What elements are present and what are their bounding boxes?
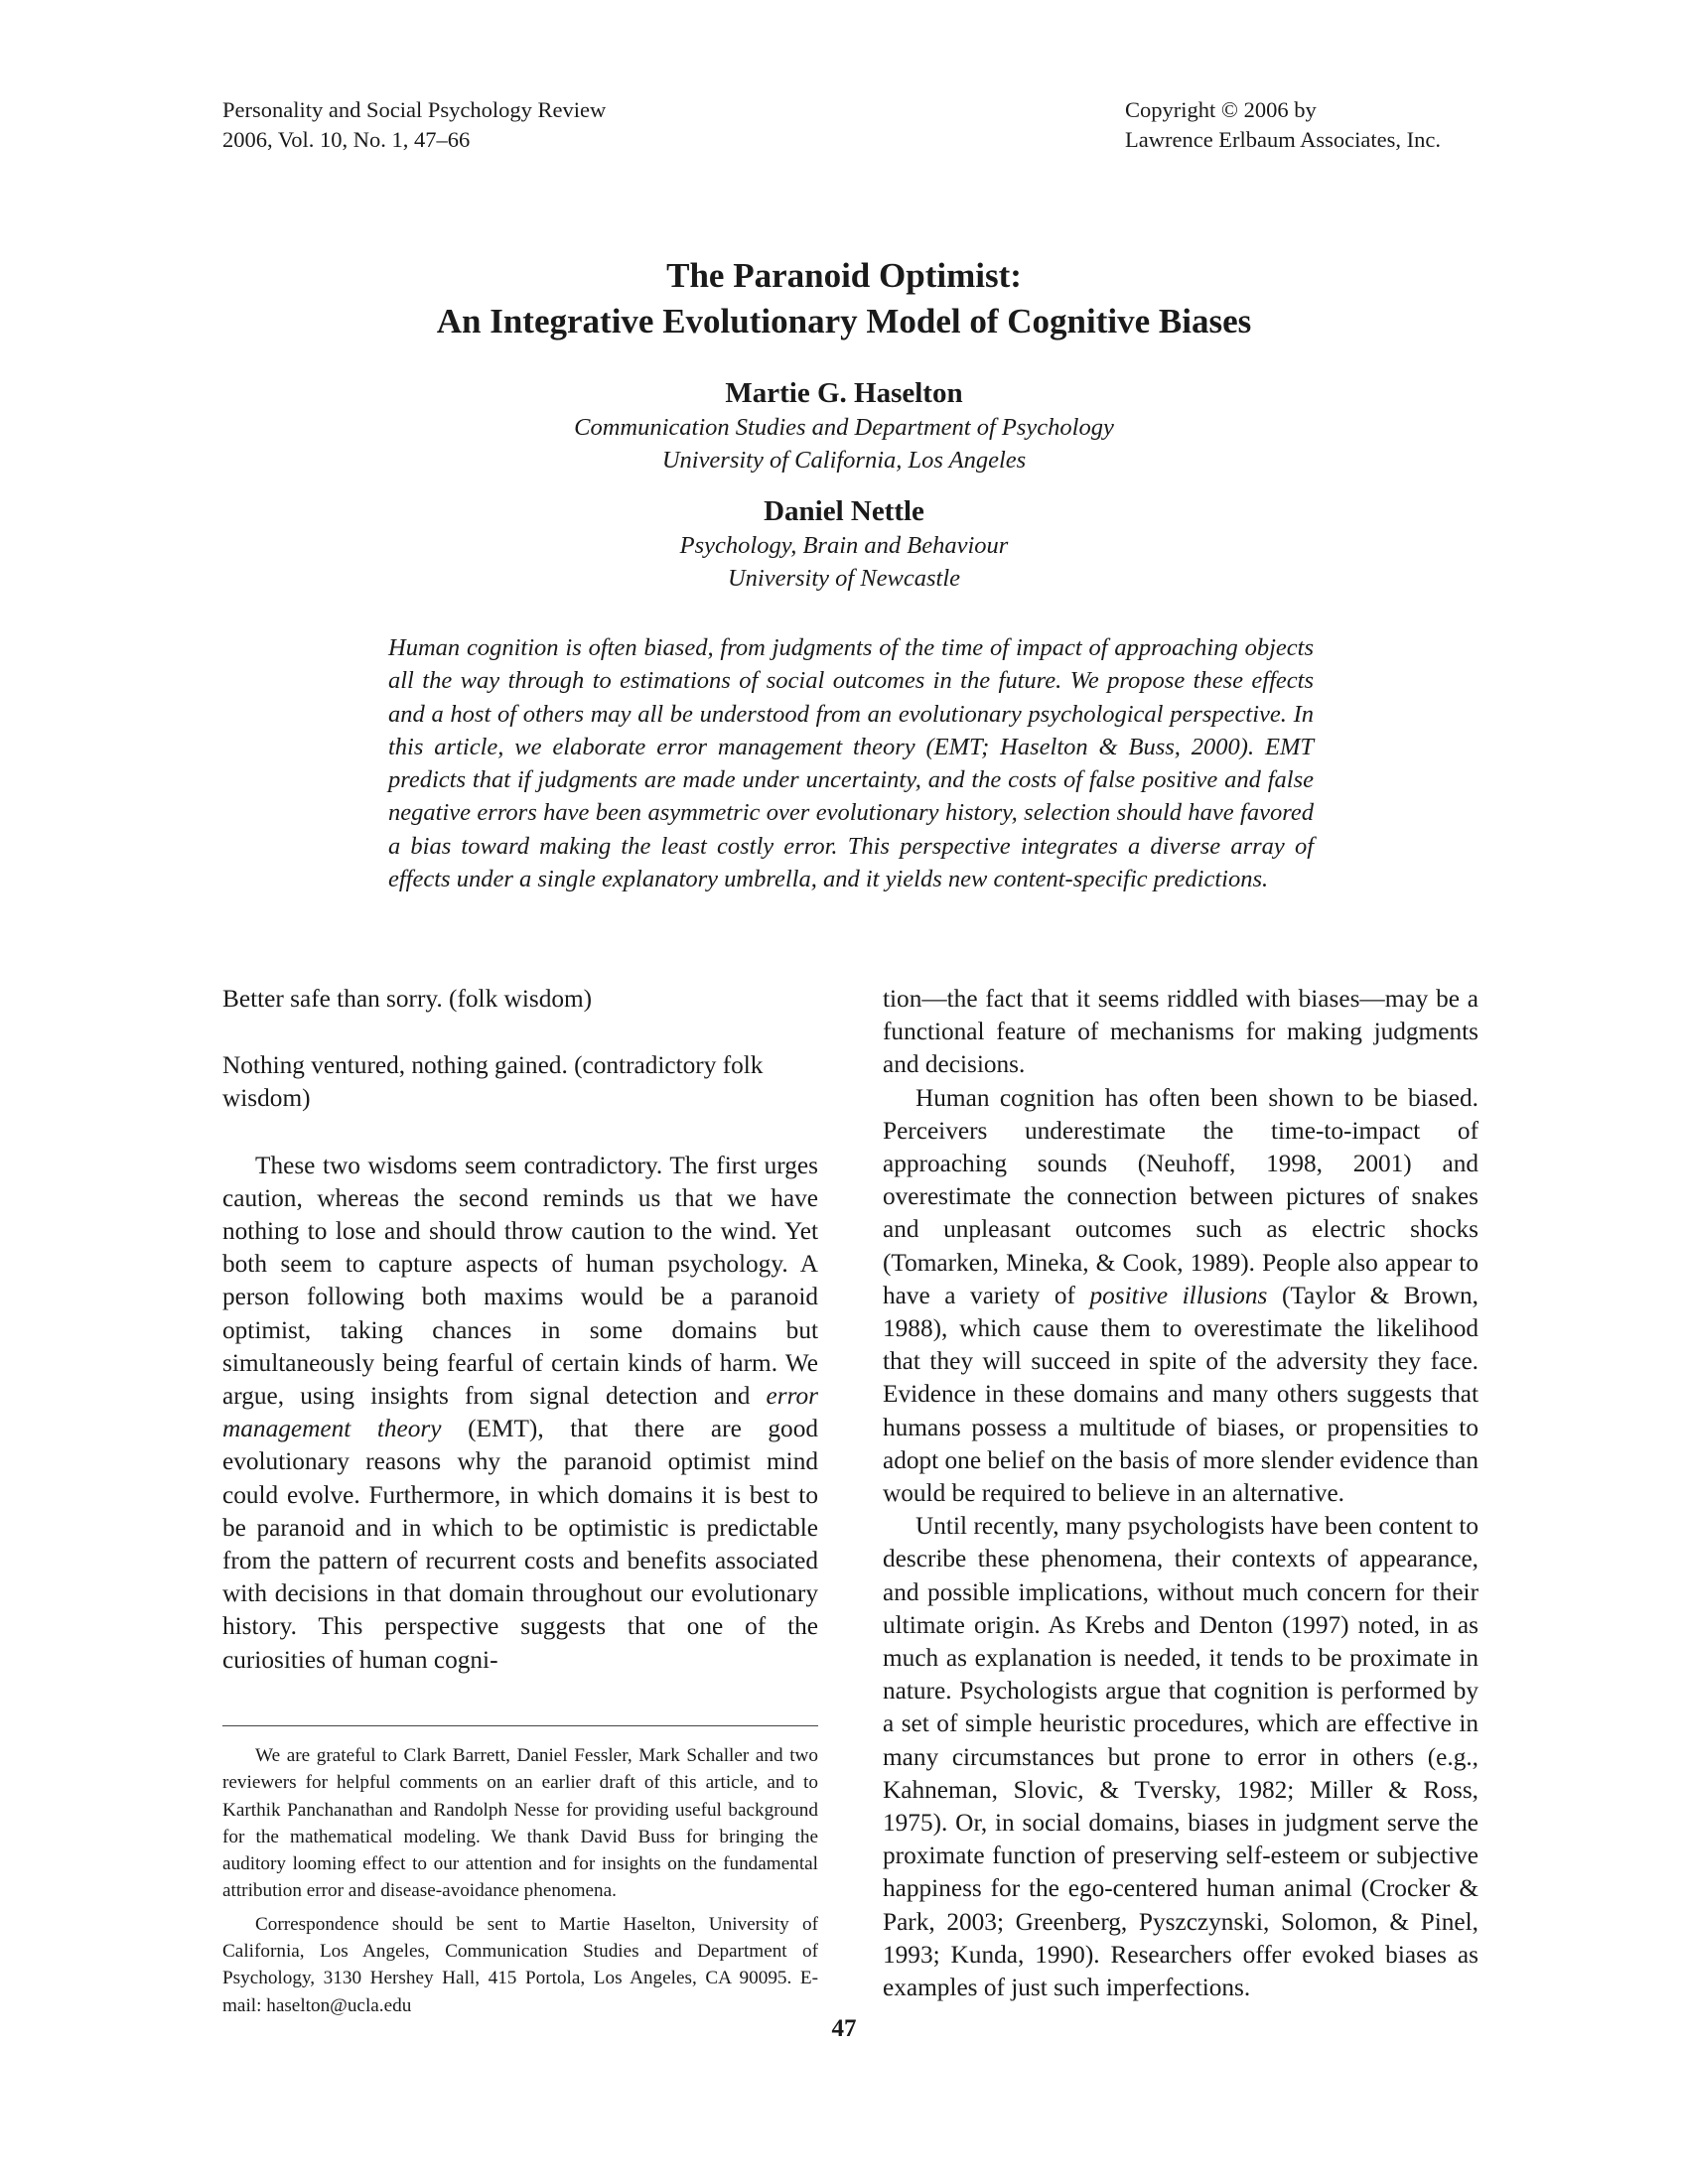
footnotes [222, 1742, 818, 2019]
article-title [0, 253, 1688, 344]
journal-citation: 2006, Vol. 10, No. 1, 47–66 [222, 127, 471, 152]
author-name: Daniel Nettle [764, 495, 924, 527]
author-name: Martie G. Haselton [725, 377, 963, 409]
running-header-right [1125, 95, 1441, 155]
epigraph: Better safe than sorry. (folk wisdom) [222, 985, 593, 1013]
title-line-1: The Paranoid Optimist: [666, 256, 1022, 295]
body-paragraph: These two wisdoms seem contradictory. The first urges caution, whereas the second reminds us that we have nothing to lose and should throw caution to the wind. Yet both seem to capture aspects of human psychology. A person following both maxims would be a paranoid optimist, taking chances in some domains but simultaneously being fearful of certain kinds of harm. We argue, using insights from signal detection and error management theory (EMT), that there are good evolutionary reasons why the paranoid optimist mind could evolve. Furthermore, in which domains it is best to be paranoid and in which to be optimistic is predictable from the pattern of recurrent costs and benefits associated with decisions in that domain throughout our evolutionary history. This perspective suggests that one of the curiosities of human cogni- [222, 1151, 818, 1674]
page-number: 47 [831, 2015, 857, 2042]
body-paragraph: Until recently, many psychologists have been content to describe these phenomena, their contexts of appearance, and possible implications, without much concern for their ultimate origin. As Krebs and Denton (1997) noted, in as much as explanation is needed, it tends to be proximate in nature. Psychologists argue that cognition is performed by a set of simple heuristic procedures, which are effective in many circumstances but prone to error in others (e.g., Kahneman, Slovic, & Tversky, 1982; Miller & Ross, 1975). Or, in social domains, biases in judgment serve the proximate function of preserving self-esteem or subjective happiness for the ego-centered human animal (Crocker & Park, 2003; Greenberg, Pyszczynski, Solomon, & Pinel, 1993; Kunda, 1990). Researchers offer evoked biases as examples of just such imperfections. [883, 1512, 1478, 2002]
acknowledgment-note: We are grateful to Clark Barrett, Daniel Fessler, Mark Schaller and two reviewers for helpful comments on an earlier draft of this article, and to Karthik Panchanathan and Randolph Nesse for providing useful background for the mathematical modeling. We thank David Buss for bringing the auditory looming effect to our attention and for insights on the fundamental attribution error and disease-avoidance phenomena. [222, 1745, 818, 1902]
author-affiliation: University of California, Los Angeles [661, 447, 1027, 474]
author-affiliation: University of Newcastle [727, 565, 961, 592]
author-block-1 [0, 375, 1688, 477]
running-header-left [222, 95, 606, 155]
publisher-line: Lawrence Erlbaum Associates, Inc. [1125, 127, 1441, 152]
body-paragraph: Human cognition has often been shown to be biased. Perceivers underestimate the time-to-impact of approaching sounds (Neuhoff, 1998, 2001) and overestimate the connection between pictures of snakes and unpleasant outcomes such as electric shocks (Tomarken, Mineka, & Cook, 1989). People also appear to have a variety of positive illusions (Taylor & Brown, 1988), which cause them to overestimate the likelihood that they will succeed in spite of the adversity they face. Evidence in these domains and many others suggests that humans possess a multitude of biases, or propensities to adopt one belief on the basis of more slender evidence than would be required to believe in an alternative. [883, 1083, 1478, 1508]
copyright-line: Copyright © 2006 by [1125, 97, 1317, 122]
author-block-2 [0, 493, 1688, 595]
title-line-2: An Integrative Evolutionary Model of Cognitive Biases [436, 302, 1252, 341]
abstract: Human cognition is often biased, from judgments of the time of impact of approaching objects all the way through to estimations of social outcomes in the future. We propose these effects and a host of others may all be understood from an evolutionary psychological perspective. In this article, we elaborate error management theory (EMT; Haselton & Buss, 2000). EMT predicts that if judgments are made under uncertainty, and the costs of false positive and false negative errors have been asymmetric over evolutionary history, selection should have favored a bias toward making the least costly error. This perspective integrates a diverse array of effects under a single explanatory umbrella, and it yields new content-specific predictions. [388, 634, 1314, 893]
epigraph: Nothing ventured, nothing gained. (contradictory folk wisdom) [222, 1051, 764, 1113]
emphasis-term: positive illusions [1089, 1281, 1268, 1309]
right-column [883, 983, 1478, 2004]
author-affiliation: Psychology, Brain and Behaviour [679, 532, 1009, 559]
correspondence-note: Correspondence should be sent to Martie Haselton, University of California, Los Angeles, Communication Studies and Department of Psychology, 3130 Hershey Hall, 415 Portola, Los Angeles, CA 90095. E-mail: haselton@ucla.edu [222, 1913, 818, 2016]
emphasis-term: error management theory [222, 1382, 818, 1443]
footnote-rule [222, 1725, 818, 1726]
author-affiliation: Communication Studies and Department of Psychology [574, 414, 1114, 441]
body-paragraph: tion—the fact that it seems riddled with biases—may be a functional feature of mechanisms for making judgments and decisions. [883, 985, 1478, 1079]
left-column [222, 983, 818, 1677]
journal-name: Personality and Social Psychology Review [222, 97, 607, 122]
